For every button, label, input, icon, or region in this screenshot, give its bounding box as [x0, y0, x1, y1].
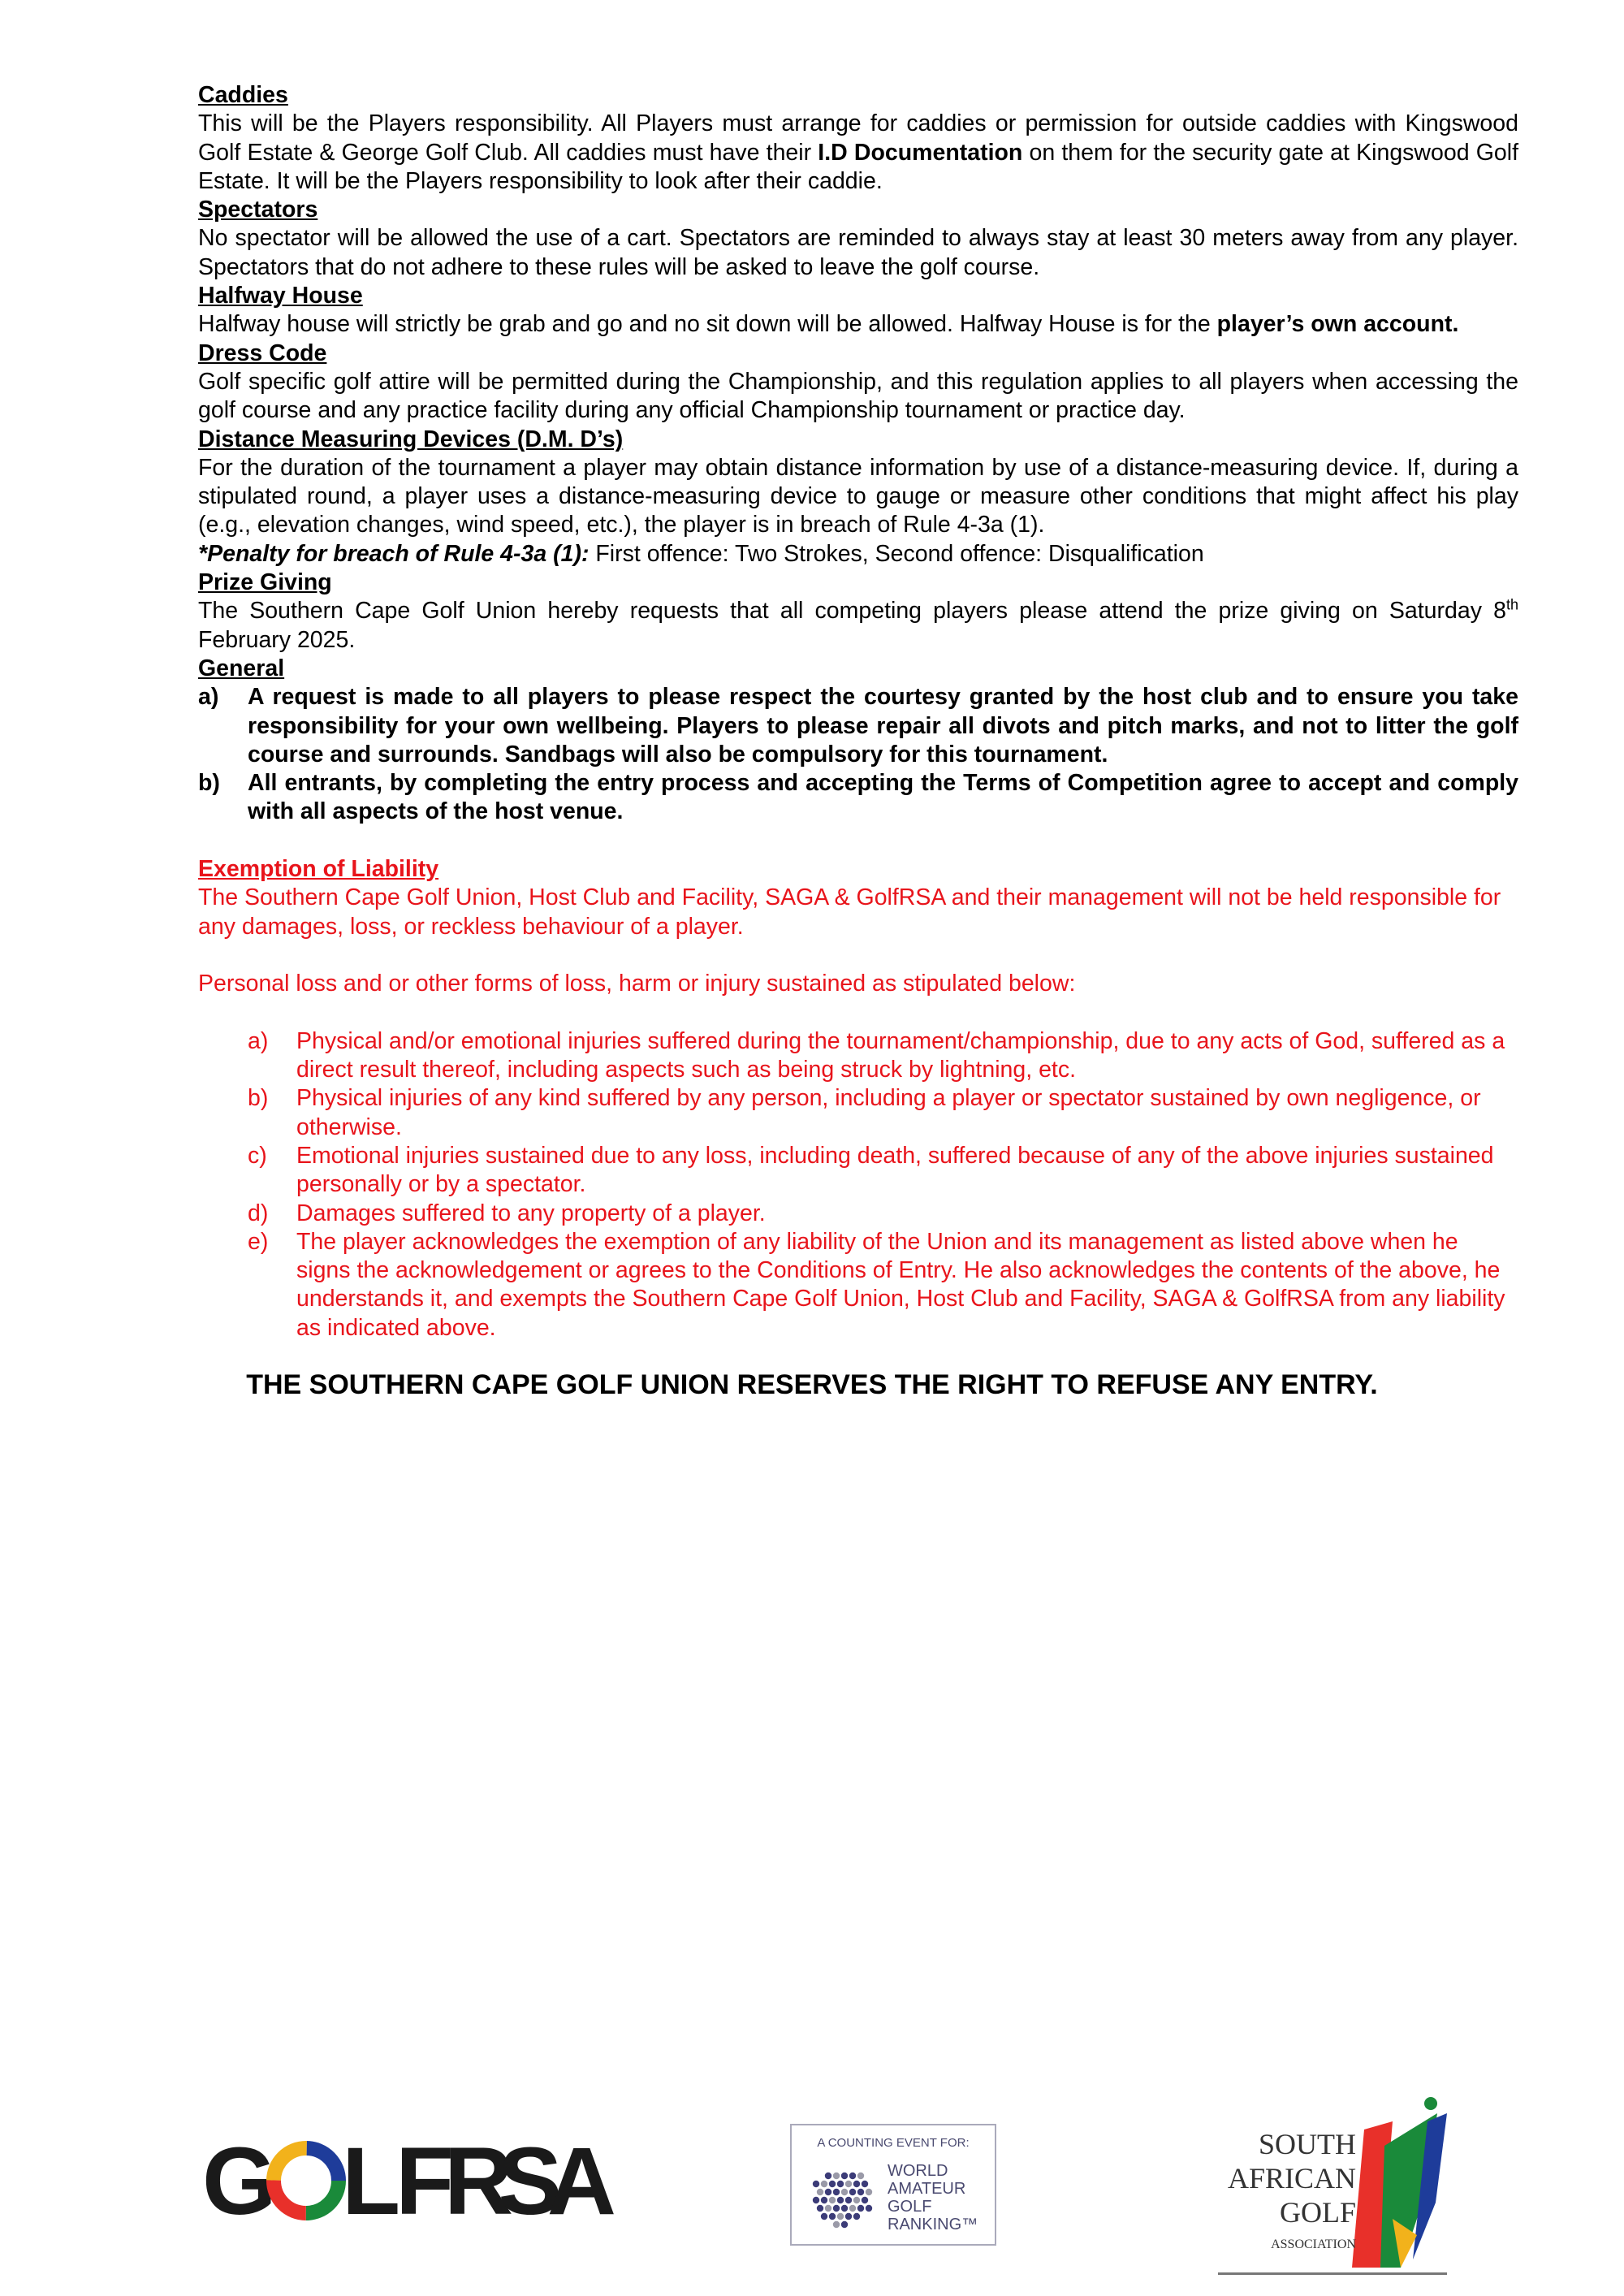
wagr-logo [790, 2124, 996, 2246]
svg-text:ASSOCIATION: ASSOCIATION [1271, 2238, 1356, 2251]
list-label: d) [248, 1200, 269, 1226]
ball-dot [841, 2173, 848, 2179]
text-segment: th [1505, 596, 1518, 613]
svg-text:RANKING™: RANKING™ [888, 2216, 978, 2233]
text-segment: Halfway house will strictly be grab and go and no sit down will be allowed. Halfway House is for the [198, 311, 1217, 338]
ball-dot [853, 2213, 860, 2220]
paragraph [198, 310, 1518, 339]
exemption-list-item [198, 1142, 1518, 1200]
ball-dot [853, 2181, 860, 2187]
ball-dot [833, 2221, 840, 2228]
ball-dot [837, 2181, 844, 2187]
bold-text: player’s own account. [1216, 311, 1459, 338]
ball-dot [841, 2221, 848, 2228]
ball-dot [813, 2181, 819, 2187]
ball-dot [833, 2205, 840, 2212]
ball-dot [862, 2181, 868, 2187]
bold-text: *Penalty for breach of Rule 4-3a (1): [198, 540, 590, 567]
text-segment: This will be the Players responsibility. All Players must arrange for caddies or permission for outside caddies with Kingswood Golf Estate & George Golf Club. All caddies must have their [198, 110, 1518, 166]
paragraph [198, 368, 1518, 426]
ball-dot [845, 2213, 852, 2220]
ball-dot [841, 2205, 848, 2212]
text-segment: Golf specific golf attire will be permitted during the Championship, and this regulation applies to all players when accessing the golf course and any practice facility during any official Championship tournament or practice day. [198, 368, 1518, 424]
exemption-lead: Personal loss and or other forms of loss, harm or injury sustained as stipulated below: [198, 971, 1076, 997]
ball-dot [829, 2213, 836, 2220]
ball-dot [817, 2205, 823, 2212]
ball-dot [849, 2173, 856, 2179]
section-heading: Distance Measuring Devices (D.M. D’s) [198, 426, 624, 452]
ball-dot [857, 2173, 864, 2179]
section-heading: Caddies [198, 82, 288, 108]
ball-dot [849, 2189, 856, 2195]
paragraph [198, 224, 1518, 282]
list-text: Damages suffered to any property of a player. [296, 1200, 766, 1226]
paragraph [198, 540, 1518, 569]
list-label: a) [198, 684, 219, 711]
ball-dot [849, 2205, 856, 2212]
ball-dot [821, 2197, 827, 2203]
spacer [198, 941, 1518, 970]
text-segment: For the duration of the tournament a player may obtain distance information by use of a distance-measuring device. If, during a stipulated round, a player uses a distance-measuring device to gauge or measure other conditions that might affect his play (e.g., elevation changes, wind speed, etc.), the player is in breach of Rule 4-3a (1). [198, 454, 1518, 538]
general-list-item [198, 683, 1518, 769]
ball-dot [845, 2181, 852, 2187]
spacer [198, 999, 1518, 1027]
list-label: b) [198, 770, 220, 797]
list-label: b) [248, 1085, 269, 1112]
ball-dot [813, 2197, 819, 2203]
ball-dot [825, 2205, 831, 2212]
svg-text:AMATEUR: AMATEUR [888, 2180, 966, 2198]
section-heading: Spectators [198, 197, 318, 223]
ball-dot [821, 2181, 827, 2187]
ball-dot [821, 2213, 827, 2220]
svg-text:G: G [202, 2136, 274, 2225]
exemption-list-item [198, 1200, 1518, 1228]
ball-dot [853, 2197, 860, 2203]
svg-text:RSA: RSA [444, 2136, 615, 2225]
golfrsa-logo [202, 2136, 616, 2225]
exemption-intro: The Southern Cape Golf Union, Host Club and Facility, SAGA & GolfRSA and their management will not be held responsible for any damages, loss, or reckless behaviour of a player. [198, 884, 1501, 940]
text-segment: on them for the security gate at Kingswood Golf Estate. It will be the Players responsibility to look after their caddie. [198, 139, 1519, 194]
exemption-heading: Exemption of Liability [198, 856, 439, 883]
svg-text:GOLF: GOLF [1279, 2196, 1356, 2229]
text-segment: No spectator will be allowed the use of a cart. Spectators are reminded to always stay at least 30 meters away from any player. Spectators that do not adhere to these rules will be asked to leave the golf course. [198, 225, 1518, 280]
ball-dot [829, 2197, 836, 2203]
exemption-list-item [198, 1027, 1518, 1085]
svg-text:WORLD: WORLD [888, 2162, 948, 2180]
general-list-item [198, 769, 1518, 827]
section-heading: Prize Giving [198, 569, 332, 596]
ball-dot [825, 2189, 831, 2195]
list-text: Physical and/or emotional injuries suffered during the tournament/championship, due to any acts of God, suffered as a direct result thereof, including aspects such as being struck by lightning, etc. [296, 1027, 1505, 1083]
svg-text:GOLF: GOLF [888, 2198, 932, 2216]
ball-dot [866, 2205, 872, 2212]
paragraph [198, 110, 1518, 196]
svg-text:LF: LF [342, 2136, 450, 2225]
ball-dot [866, 2189, 872, 2195]
ball-dot [845, 2197, 852, 2203]
section-heading: General [198, 655, 285, 681]
list-label: e) [248, 1228, 269, 1255]
section-heading: Dress Code [198, 339, 327, 366]
ball-dot [837, 2197, 844, 2203]
ball-dot [837, 2213, 844, 2220]
section-heading: Halfway House [198, 283, 363, 309]
svg-text:A COUNTING EVENT FOR:: A COUNTING EVENT FOR: [817, 2136, 970, 2150]
svg-text:AFRICAN: AFRICAN [1227, 2162, 1356, 2194]
ball-dot [817, 2189, 823, 2195]
ball-dot [825, 2173, 831, 2179]
list-label: a) [248, 1027, 269, 1054]
ball-dot [862, 2197, 868, 2203]
ball-dot [857, 2189, 864, 2195]
svg-text:SOUTH: SOUTH [1258, 2128, 1356, 2160]
text-segment: First offence: Two Strokes, Second offence: Disqualification [589, 540, 1204, 567]
paragraph [198, 454, 1518, 540]
ball-dot [833, 2189, 840, 2195]
ball-dot [829, 2181, 836, 2187]
exemption-list-item [198, 1084, 1518, 1142]
exemption-list-item [198, 1228, 1518, 1343]
list-text: All entrants, by completing the entry process and accepting the Terms of Competition agree to accept and comply with all aspects of the host venue. [248, 770, 1518, 825]
list-text: Emotional injuries sustained due to any loss, including death, suffered because of any of the above injuries sustained personally or by a spectator. [296, 1142, 1494, 1198]
spacer [198, 827, 1518, 855]
document-body [198, 81, 1518, 1343]
list-text: The player acknowledges the exemption of any liability of the Union and its management as listed above when he signs the acknowledgement or agrees to the Conditions of Entry. He also acknowledges the contents of the above, he understands it, and exempts the Southern Cape Golf Union, Host Club and Facility, SAGA & GolfRSA from any liability as indicated above. [296, 1228, 1505, 1341]
ball-dot [841, 2189, 848, 2195]
ball-dot [857, 2205, 864, 2212]
list-text: A request is made to all players to please respect the courtesy granted by the host club and to ensure you take responsibility for your own wellbeing. Players to please repair all divots and pitch marks, and not to litter the golf course and surrounds. Sandbags will also be compulsory for this tournament. [248, 684, 1518, 767]
list-label: c) [248, 1142, 267, 1169]
list-text: Physical injuries of any kind suffered by any person, including a player or spectator sustained by own negligence, or otherwise. [296, 1085, 1481, 1140]
bold-text: I.D Documentation [818, 139, 1023, 166]
final-notice: THE SOUTHERN CAPE GOLF UNION RESERVES THE RIGHT TO REFUSE ANY ENTRY. [246, 1369, 1378, 1400]
paragraph [198, 597, 1518, 655]
text-segment: February 2025. [198, 626, 356, 653]
text-segment: The Southern Cape Golf Union hereby requests that all competing players please attend the prize giving on Saturday 8 [198, 598, 1506, 625]
saga-logo [1218, 2097, 1447, 2275]
ball-dot [833, 2173, 840, 2179]
